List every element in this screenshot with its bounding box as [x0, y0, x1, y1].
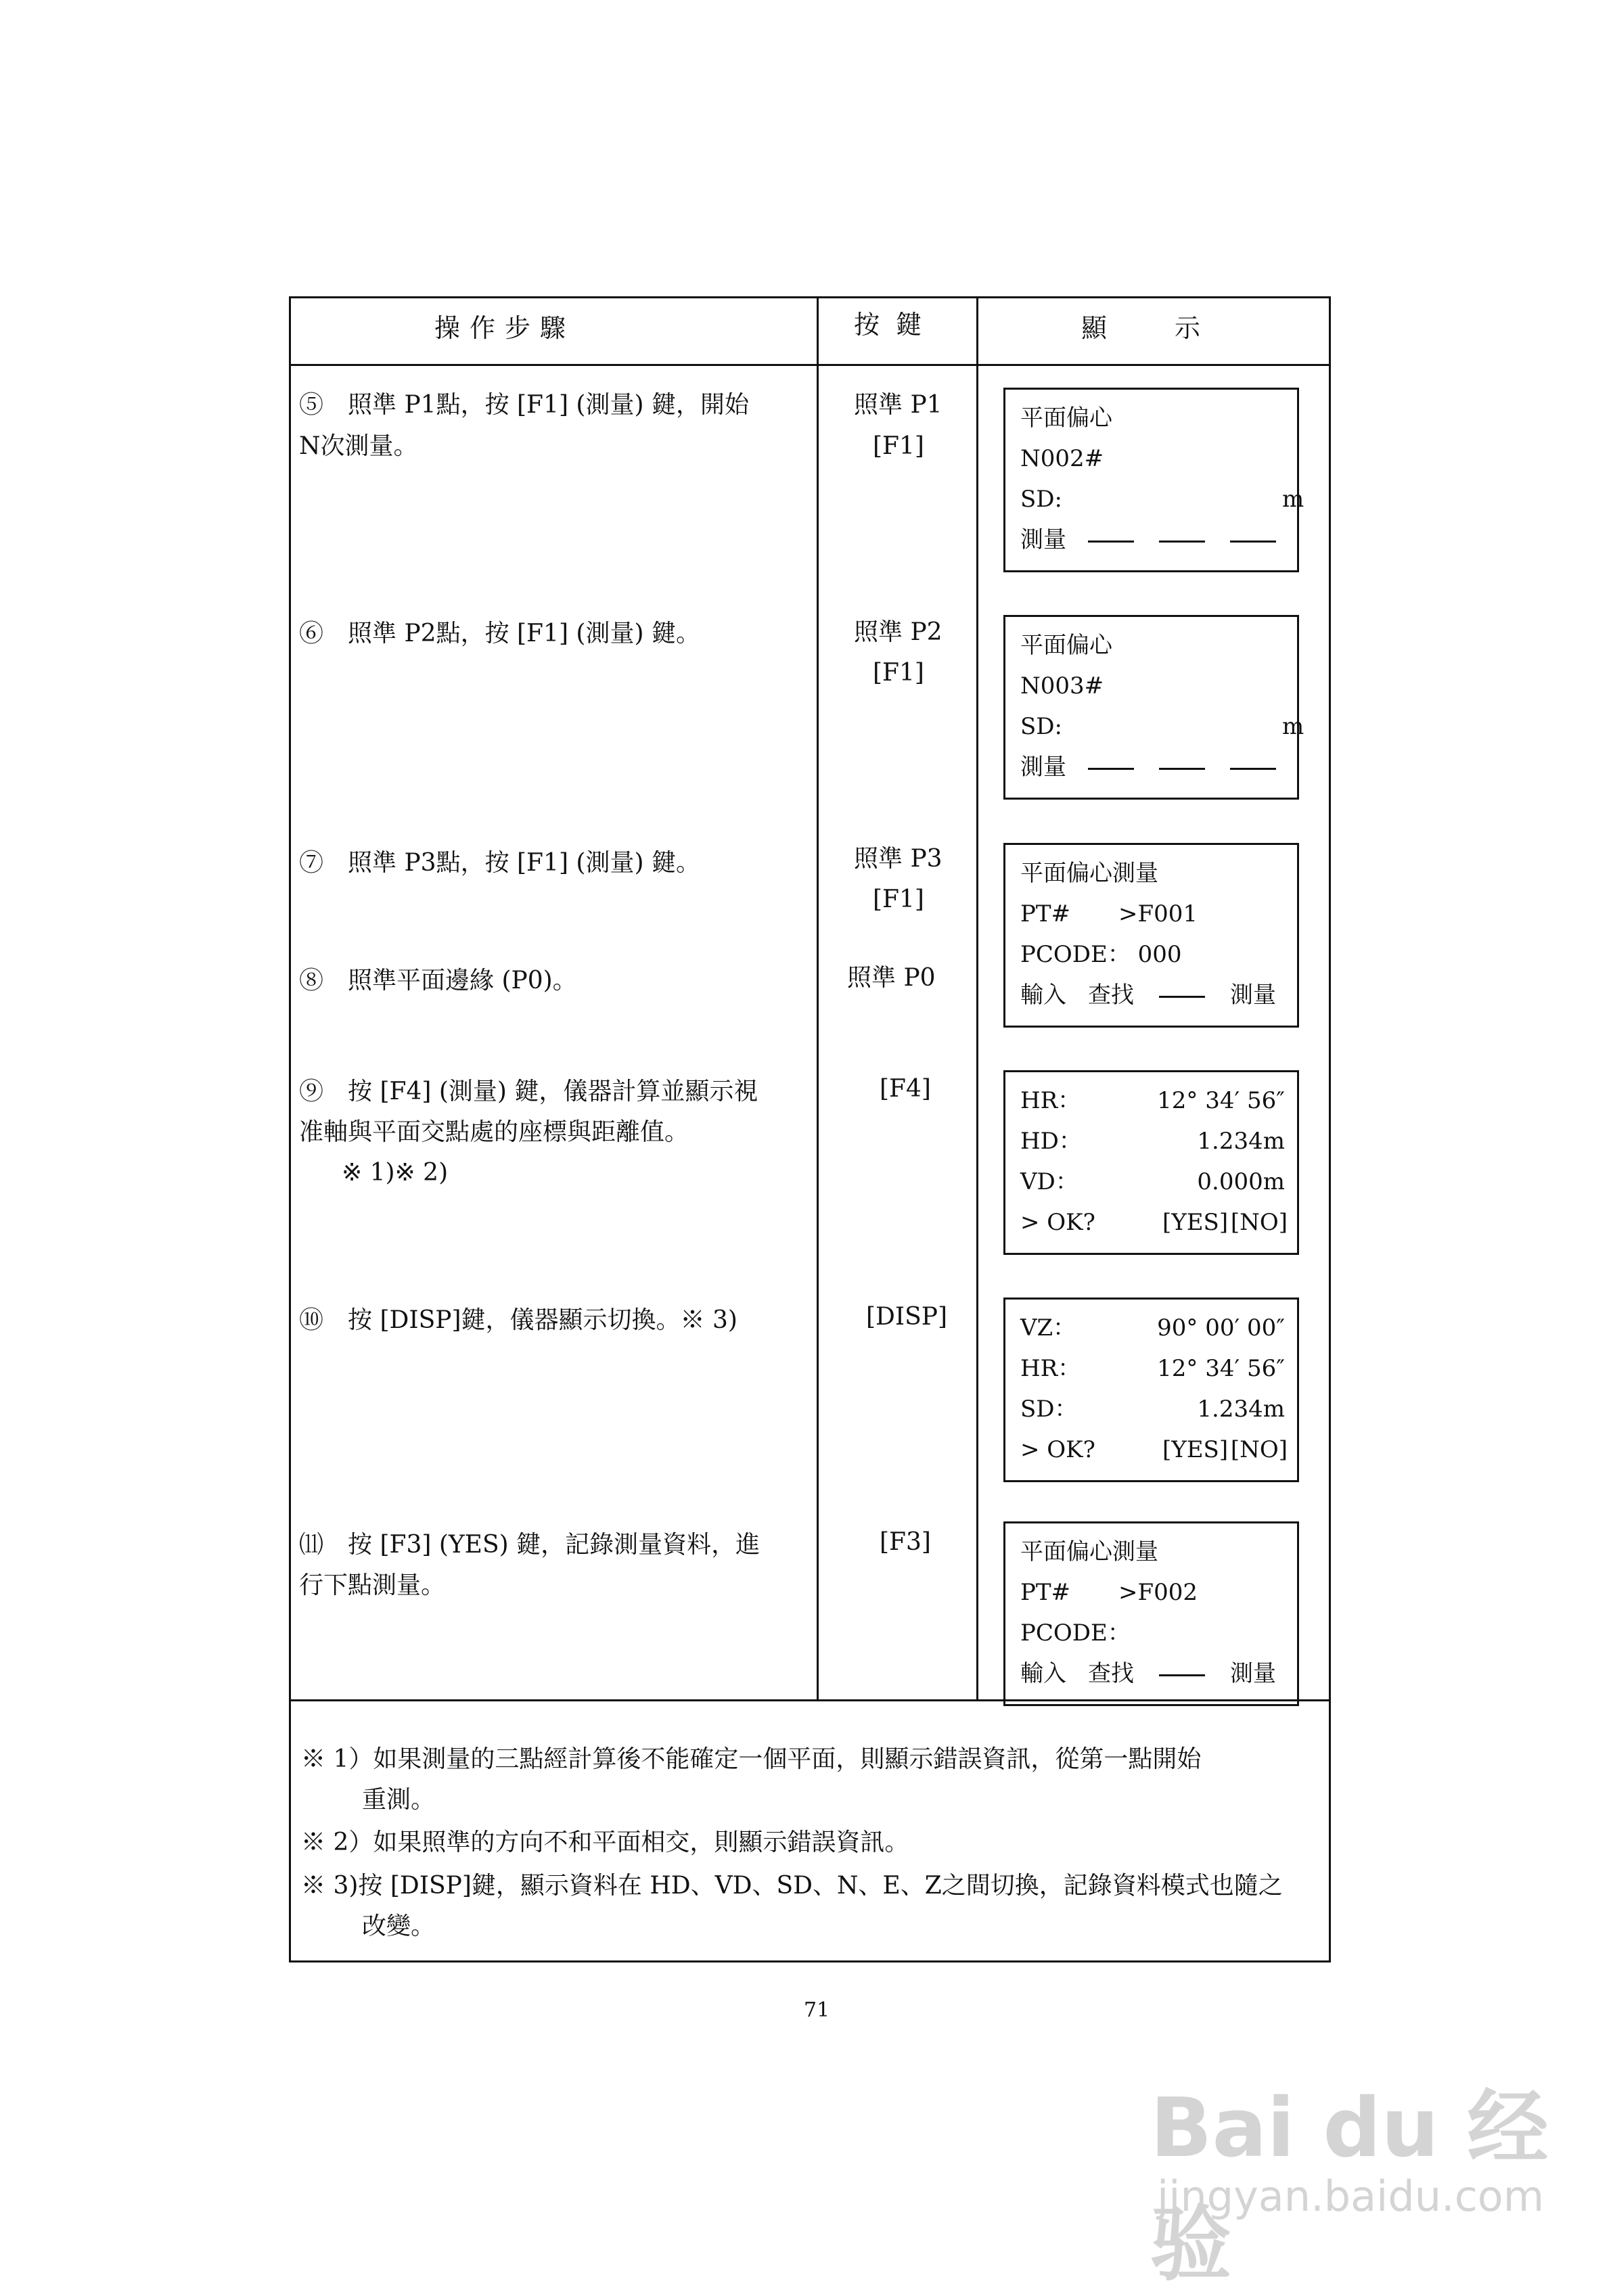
- softkey-dash: [1159, 1653, 1205, 1694]
- step-text: N次測量。: [299, 432, 418, 460]
- softkey-dash: [1159, 520, 1205, 560]
- value-reading: 12° 34′ 56″: [1157, 1087, 1285, 1114]
- softkey-dash: [1159, 975, 1205, 1015]
- softkey-dash: [1088, 747, 1134, 787]
- no-softkey: [NO]: [1230, 1436, 1288, 1463]
- key-label: [DISP]: [866, 1303, 948, 1331]
- pt-value: >F001: [1118, 900, 1198, 927]
- softkey-dash: [1088, 520, 1134, 560]
- pcode-line: PCODE：: [1020, 1620, 1131, 1647]
- yes-softkey: [YES]: [1162, 1209, 1229, 1236]
- lcd-screen: [1003, 1298, 1299, 1482]
- column-divider-1: [817, 296, 819, 1701]
- key-label: [F4]: [880, 1075, 931, 1103]
- table-left-border: [289, 296, 291, 1962]
- softkey-f1: 輸入: [1020, 982, 1066, 1009]
- value-label: VZ：: [1020, 1314, 1076, 1341]
- sd-unit: m: [1282, 713, 1304, 740]
- key-label: 照準 P3: [854, 845, 942, 873]
- value-reading: 90° 00′ 00″: [1157, 1314, 1285, 1341]
- sd-label: SD:: [1020, 713, 1063, 740]
- lcd-screen: [1003, 388, 1304, 572]
- step-text: ⑥ 照準 P2點，按 [F1] (測量) 鍵。: [299, 620, 700, 647]
- table-right-border: [1329, 296, 1331, 1962]
- sd-unit: m: [1282, 486, 1304, 513]
- key-label: [F1]: [873, 659, 924, 687]
- watermark-logo: Bai du 经验: [1150, 2082, 1549, 2292]
- softkey-f1: 測量: [1020, 526, 1066, 553]
- value-reading: 1.234m: [1197, 1128, 1285, 1155]
- value-label: HR：: [1020, 1355, 1081, 1382]
- page-number: 71: [804, 1998, 830, 2022]
- step-text: ⑦ 照準 P3點，按 [F1] (測量) 鍵。: [299, 849, 700, 877]
- table-header-divider: [289, 364, 1331, 366]
- softkey-dash: [1230, 520, 1276, 560]
- header-keys: 按鍵: [854, 310, 938, 340]
- ok-prompt: > OK?: [1020, 1436, 1095, 1463]
- step-text: 行下點測量。: [299, 1571, 446, 1599]
- value-reading: 0.000m: [1197, 1168, 1285, 1195]
- step-text: 准軸與平面交點處的座標與距離值。: [299, 1118, 689, 1146]
- screen-title: 平面偏心: [1020, 405, 1112, 432]
- step-text: ⑨ 按 [F4] (測量) 鍵，儀器計算並顯示視: [299, 1078, 758, 1105]
- ok-prompt: > OK?: [1020, 1209, 1095, 1236]
- header-display: 顯示: [1081, 313, 1269, 343]
- step-text: ※ 1)※ 2): [342, 1159, 449, 1187]
- value-reading: 12° 34′ 56″: [1157, 1355, 1285, 1382]
- screen-title: 平面偏心: [1020, 632, 1112, 659]
- table-bottom-border: [289, 1960, 1331, 1962]
- column-divider-2: [976, 296, 978, 1701]
- softkey-f2: 查找: [1088, 1660, 1134, 1687]
- value-label: HR：: [1020, 1087, 1081, 1114]
- sd-label: SD:: [1020, 486, 1063, 513]
- softkey-f2: 查找: [1088, 982, 1134, 1009]
- step-text: ⑤ 照準 P1點，按 [F1] (測量) 鍵，開始: [299, 391, 749, 419]
- key-label: [F1]: [873, 432, 924, 460]
- pt-label: PT#: [1020, 1579, 1071, 1606]
- lcd-screen: [1003, 843, 1299, 1028]
- softkey-f1: 輸入: [1020, 1660, 1066, 1687]
- step-text: ⑾ 按 [F3] (YES) 鍵，記錄測量資料，進: [299, 1531, 760, 1559]
- softkey-f4: 測量: [1230, 1660, 1276, 1687]
- value-reading: 1.234m: [1197, 1396, 1285, 1423]
- note-line: ※ 2）如果照準的方向不和平面相交，則顯示錯誤資訊。: [301, 1829, 909, 1856]
- value-label: SD：: [1020, 1396, 1078, 1423]
- note-line: 改變。: [362, 1912, 436, 1940]
- value-label: VD：: [1020, 1168, 1078, 1195]
- softkey-dash: [1159, 747, 1205, 787]
- key-label: [F3]: [880, 1528, 931, 1556]
- note-line: ※ 3)按 [DISP]鍵，顯示資料在 HD、VD、SD、N、E、Z之間切換，記錄資料模式也隨之: [301, 1872, 1283, 1900]
- pt-label: PT#: [1020, 900, 1071, 927]
- note-line: ※ 1）如果測量的三點經計算後不能確定一個平面，則顯示錯誤資訊，從第一點開始: [301, 1745, 1202, 1773]
- softkey-f1: 測量: [1020, 754, 1066, 781]
- header-steps: 操作步驟: [434, 313, 576, 343]
- pt-value: >F002: [1118, 1579, 1198, 1606]
- table-top-border: [289, 296, 1331, 298]
- no-softkey: [NO]: [1230, 1209, 1288, 1236]
- step-text: ⑩ 按 [DISP]鍵，儀器顯示切換。※ 3): [299, 1306, 737, 1334]
- screen-title: 平面偏心測量: [1020, 860, 1158, 887]
- key-label: 照準 P0: [847, 964, 936, 992]
- lcd-screen: [1003, 615, 1304, 800]
- key-label: 照準 P2: [854, 618, 942, 646]
- softkey-f4: 測量: [1230, 982, 1276, 1009]
- pcode-line: PCODE： 000: [1020, 941, 1182, 968]
- softkey-dash: [1230, 747, 1276, 787]
- lcd-screen: [1003, 1521, 1299, 1706]
- key-label: [F1]: [873, 886, 924, 913]
- screen-line: N002#: [1020, 445, 1104, 472]
- watermark-url: jingyan.baidu.com: [1157, 2172, 1545, 2221]
- step-text: ⑧ 照準平面邊緣 (P0)。: [299, 967, 577, 994]
- screen-line: N003#: [1020, 672, 1104, 699]
- screen-title: 平面偏心測量: [1020, 1538, 1158, 1565]
- key-label: 照準 P1: [854, 391, 942, 419]
- yes-softkey: [YES]: [1162, 1436, 1229, 1463]
- note-line: 重測。: [362, 1786, 436, 1814]
- value-label: HD：: [1020, 1128, 1082, 1155]
- lcd-screen: [1003, 1070, 1299, 1255]
